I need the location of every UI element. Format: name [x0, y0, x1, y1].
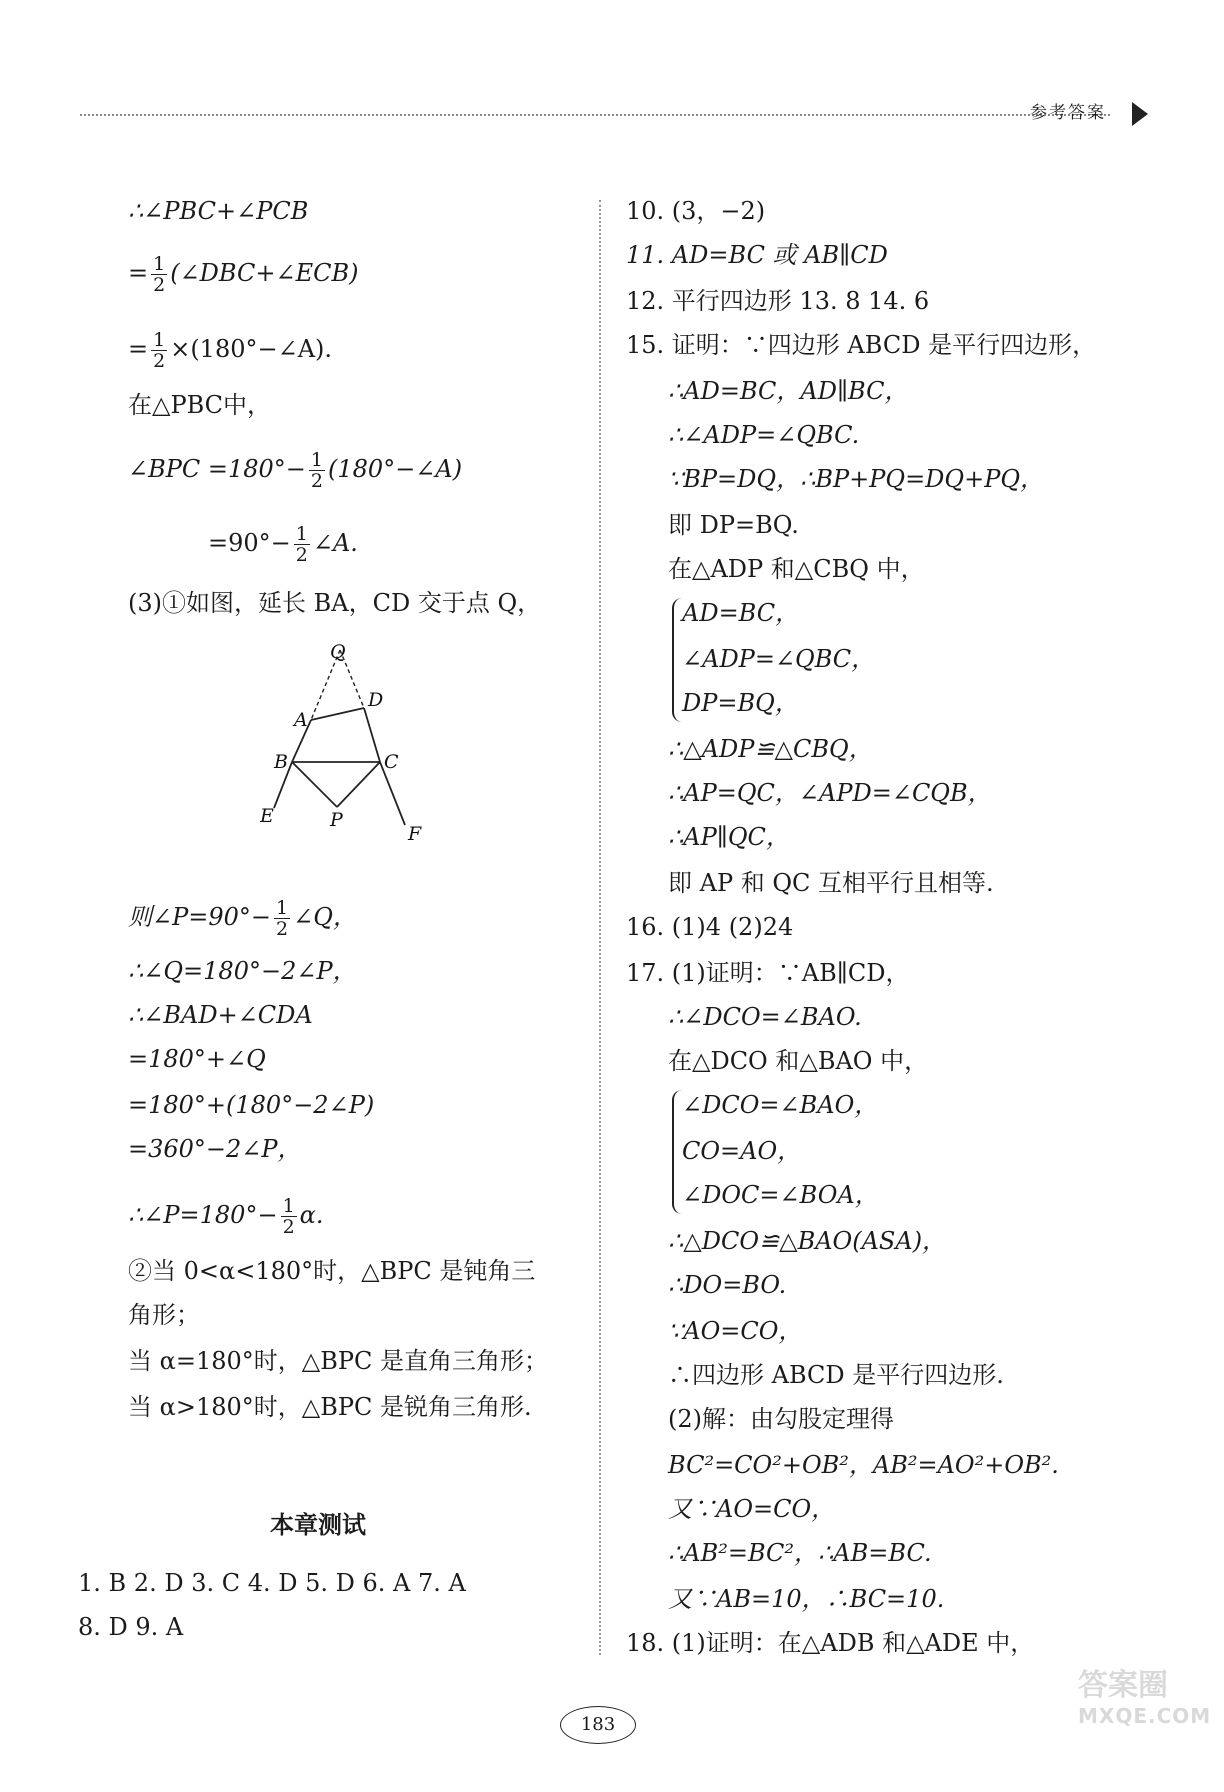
left-line-3: = $\frac{1}{2}$ ×(180°−∠A). [128, 329, 333, 372]
right-line-12: DP=BQ， [682, 689, 799, 717]
label-q: Q [330, 641, 346, 663]
right-line-11: ∠ADP=∠QBC， [682, 645, 876, 673]
right-line-32: 又∵AB=10，∴BC=10. [668, 1585, 945, 1613]
fraction: $\frac{1}{2}$ [282, 1195, 295, 1238]
label-d: D [368, 689, 384, 711]
label-p: P [330, 809, 343, 831]
right-line-6: ∴∠ADP=∠QBC. [668, 421, 860, 449]
left-line-7: (3)①如图，延长 BA，CD 交于点 Q， [128, 589, 542, 617]
cp-segment [337, 762, 380, 807]
label-f: F [408, 823, 422, 845]
right-line-15: ∴AP∥QC， [668, 823, 790, 851]
right-line-1: 10. (3，−2) [626, 197, 766, 225]
right-line-4: 15. 证明：∵四边形 ABCD 是平行四边形， [626, 331, 1097, 359]
right-line-27: ∴四边形 ABCD 是平行四边形. [668, 1361, 1004, 1389]
right-line-30: 又∵AO=CO， [668, 1495, 836, 1523]
fraction: $\frac{1}{2}$ [310, 449, 324, 492]
answers-row-1: 1. B 2. D 3. C 4. D 5. D 6. A 7. A [78, 1569, 466, 1597]
left-line-17: 当 α=180°时，△BPC 是直角三角形； [128, 1347, 548, 1375]
right-line-18: 17. (1)证明：∵AB∥CD， [626, 959, 910, 987]
bp-segment [292, 762, 337, 807]
left-line-9: ∴∠Q=180°−2∠P， [128, 957, 357, 985]
header-rule [80, 114, 1110, 116]
page-number: 183 [560, 1706, 636, 1744]
right-line-8: 即 DP=BQ. [668, 511, 799, 539]
left-line-1: ∴∠PBC+∠PCB [128, 197, 309, 225]
watermark-bottom: MXQE.COM [1078, 1704, 1212, 1728]
ad-segment [311, 708, 364, 720]
watermark-top: 答案圈 [1078, 1668, 1168, 1703]
header-arrow-icon [1132, 102, 1148, 126]
left-line-11: =180°+∠Q [128, 1045, 266, 1073]
left-line-18: 当 α>180°时，△BPC 是锐角三角形. [128, 1393, 532, 1421]
right-line-14: ∴AP=QC，∠APD=∠CQB， [668, 779, 992, 807]
left-line-10: ∴∠BAD+∠CDA [128, 1001, 313, 1029]
right-line-10: AD=BC， [682, 599, 800, 627]
left-line-2: = $\frac{1}{2}$ (∠DBC+∠ECB) [128, 253, 359, 296]
left-line-16: 角形； [128, 1301, 200, 1329]
left-line-13: =360°−2∠P， [128, 1135, 302, 1163]
header-label: 参考答案 [1030, 103, 1106, 123]
fraction: $\frac{1}{2}$ [295, 523, 308, 566]
left-line-14: ∴∠P=180°− $\frac{1}{2}$ α. [128, 1195, 324, 1238]
label-c: C [384, 751, 399, 773]
right-line-13: ∴△ADP≌△CBQ， [668, 735, 873, 763]
right-line-33: 18. (1)证明：在△ADB 和△ADE 中， [626, 1629, 1035, 1657]
left-line-15: ②当 0<α<180°时，△BPC 是钝角三 [128, 1257, 536, 1285]
left-line-12: =180°+(180°−2∠P) [128, 1091, 375, 1119]
dc-segment [364, 708, 380, 762]
left-line-4: 在△PBC中， [128, 391, 272, 419]
fraction: $\frac{1}{2}$ [276, 897, 289, 940]
geometry-figure [260, 640, 440, 850]
right-line-31: ∴AB²=BC²，∴AB=BC. [668, 1539, 932, 1567]
right-line-21: ∠DCO=∠BAO， [682, 1091, 879, 1119]
left-line-6: =90°− $\frac{1}{2}$ ∠A. [208, 523, 358, 566]
right-line-20: 在△DCO 和△BAO 中， [668, 1047, 929, 1075]
right-line-25: ∴DO=BO. [668, 1271, 787, 1299]
right-line-17: 16. (1)4 (2)24 [626, 913, 794, 941]
right-line-22: CO=AO， [682, 1137, 802, 1165]
column-divider [599, 200, 601, 1655]
right-line-29: BC²=CO²+OB²，AB²=AO²+OB². [668, 1451, 1059, 1479]
right-line-24: ∴△DCO≌△BAO(ASA)， [668, 1227, 947, 1255]
label-a: A [294, 709, 308, 731]
right-line-9: 在△ADP 和△CBQ 中， [668, 555, 925, 583]
right-line-7: ∵BP=DQ，∴BP+PQ=DQ+PQ， [668, 465, 1045, 493]
section-title: 本章测试 [270, 1511, 366, 1539]
fraction: $\frac{1}{2}$ [153, 329, 166, 372]
watermark-logo [1078, 1660, 1218, 1728]
right-line-28: (2)解：由勾股定理得 [668, 1405, 894, 1433]
answers-row-2: 8. D 9. A [78, 1613, 184, 1641]
right-line-19: ∴∠DCO=∠BAO. [668, 1003, 862, 1031]
right-line-23: ∠DOC=∠BOA， [682, 1181, 879, 1209]
left-line-8: 则∠P=90°− $\frac{1}{2}$ ∠Q， [128, 897, 357, 940]
right-line-3: 12. 平行四边形 13. 8 14. 6 [626, 287, 930, 315]
fraction: $\frac{1}{2}$ [153, 253, 166, 296]
label-e: E [260, 805, 274, 827]
left-line-5: ∠BPC =180°− $\frac{1}{2}$ (180°−∠A) [128, 449, 463, 492]
right-line-2: 11. AD=BC 或 AB∥CD [626, 241, 888, 269]
right-line-5: ∴AD=BC，AD∥BC， [668, 377, 909, 405]
label-b: B [274, 751, 288, 773]
right-line-26: ∵AO=CO， [668, 1317, 803, 1345]
right-line-16: 即 AP 和 QC 互相平行且相等. [668, 869, 994, 897]
